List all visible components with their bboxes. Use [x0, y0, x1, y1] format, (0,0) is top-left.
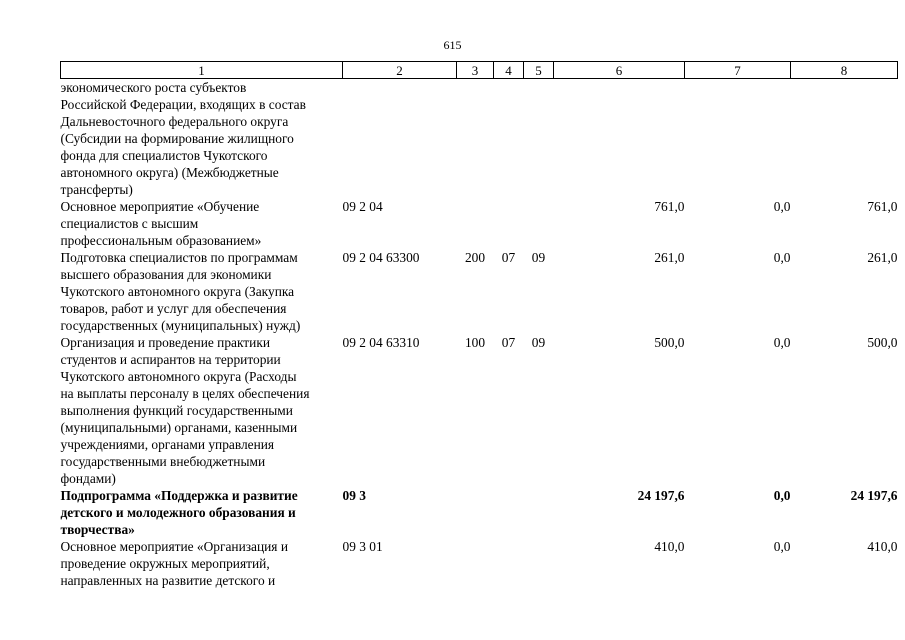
- amount-federal: 0,0: [773, 199, 791, 214]
- description-line: товаров, работ и услуг для обеспечения: [60, 301, 287, 316]
- amount-total: 261,0: [654, 250, 685, 265]
- subsection-code: [524, 198, 554, 249]
- amount-federal: 0,0: [773, 539, 791, 554]
- row-description: [61, 249, 343, 334]
- budget-code: 09 2 04 63300: [342, 250, 420, 265]
- description-line: выполнения функций государственными: [60, 403, 293, 418]
- description-line: трансферты): [60, 182, 133, 197]
- amount-regional: 761,0: [867, 199, 898, 214]
- expense-type: 100: [464, 335, 486, 350]
- budget-code: 09 3 01: [342, 539, 383, 554]
- amount-federal: [685, 79, 791, 199]
- table-row: [61, 198, 898, 249]
- amount-federal: 0,0: [773, 250, 791, 265]
- subsection-code: [524, 538, 554, 589]
- column-header: 1: [61, 62, 343, 79]
- description-line: Чукотского автономного округа (Расходы: [60, 369, 297, 384]
- section-code: [494, 487, 524, 538]
- budget-code: [343, 79, 457, 199]
- description-line: (муниципальными) органами, казенными: [60, 420, 298, 435]
- amount-regional: 24 197,6: [850, 488, 898, 503]
- description-line: высшего образования для экономики: [60, 267, 272, 282]
- description-line: детского и молодежного образования и: [60, 505, 296, 520]
- amount-regional: 500,0: [867, 335, 898, 350]
- description-line: фонда для специалистов Чукотского: [60, 148, 268, 163]
- description-line: студентов и аспирантов на территории: [60, 352, 281, 367]
- expense-type: [457, 198, 494, 249]
- description-line: Основное мероприятие «Обучение: [60, 199, 260, 214]
- description-line: государственных (муниципальных) нужд): [60, 318, 301, 333]
- budget-table: [60, 61, 898, 589]
- description-line: Чукотского автономного округа (Закупка: [60, 284, 295, 299]
- description-line: государственными внебюджетными: [60, 454, 266, 469]
- column-header: 2: [343, 62, 457, 79]
- table-body: [61, 79, 898, 590]
- section-code: [494, 538, 524, 589]
- description-line: экономического роста субъектов: [60, 80, 247, 95]
- subsection-code: [524, 79, 554, 199]
- description-line: Российской Федерации, входящих в состав: [60, 97, 306, 112]
- header-row: [61, 62, 898, 79]
- column-header: 7: [685, 62, 791, 79]
- amount-regional: 261,0: [867, 250, 898, 265]
- budget-code: 09 3: [342, 488, 366, 503]
- description-line: специалистов с высшим: [60, 216, 199, 231]
- amount-regional: [791, 79, 898, 199]
- amount-federal: 0,0: [773, 335, 791, 350]
- table-row: [61, 538, 898, 589]
- section-code: [494, 79, 524, 199]
- page-number: 615: [443, 38, 462, 52]
- section-code: [494, 198, 524, 249]
- budget-code: 09 2 04: [342, 199, 383, 214]
- amount-total: 24 197,6: [637, 488, 685, 503]
- description-line: учреждениями, органами управления: [60, 437, 275, 452]
- section-code: 07: [501, 335, 516, 350]
- description-line: (Субсидии на формирование жилищного: [60, 131, 294, 146]
- amount-total: 500,0: [654, 335, 685, 350]
- budget-code: 09 2 04 63310: [342, 335, 420, 350]
- table-row: [61, 334, 898, 487]
- column-header: 8: [791, 62, 898, 79]
- description-line: направленных на развитие детского и: [60, 573, 276, 588]
- amount-total: 410,0: [654, 539, 685, 554]
- row-description: [61, 198, 343, 249]
- subsection-code: [524, 487, 554, 538]
- column-header: 5: [524, 62, 554, 79]
- description-line: Подготовка специалистов по программам: [60, 250, 298, 265]
- description-line: Организация и проведение практики: [60, 335, 270, 350]
- row-description: [61, 334, 343, 487]
- amount-federal: 0,0: [773, 488, 791, 503]
- description-line: на выплаты персоналу в целях обеспечения: [60, 386, 310, 401]
- description-line: Основное мероприятие «Организация и: [60, 539, 288, 554]
- description-line: Дальневосточного федерального округа: [60, 114, 289, 129]
- column-header: 3: [457, 62, 494, 79]
- subsection-code: 09: [531, 250, 546, 265]
- table-row: [61, 249, 898, 334]
- description-line: фондами): [60, 471, 116, 486]
- column-header: 6: [554, 62, 685, 79]
- table-row: [61, 487, 898, 538]
- row-description: [61, 487, 343, 538]
- description-line: Подпрограмма «Поддержка и развитие: [60, 488, 298, 503]
- subsection-code: 09: [531, 335, 546, 350]
- section-code: 07: [501, 250, 516, 265]
- expense-type: [457, 79, 494, 199]
- description-line: профессиональным образованием»: [60, 233, 262, 248]
- column-header: 4: [494, 62, 524, 79]
- expense-type: [457, 487, 494, 538]
- description-line: проведение окружных мероприятий,: [60, 556, 270, 571]
- expense-type: 200: [464, 250, 486, 265]
- description-line: автономного округа) (Межбюджетные: [60, 165, 279, 180]
- amount-total: [554, 79, 685, 199]
- description-line: творчества»: [60, 522, 135, 537]
- row-description: [61, 538, 343, 589]
- amount-regional: 410,0: [867, 539, 898, 554]
- row-description: [61, 79, 343, 199]
- amount-total: 761,0: [654, 199, 685, 214]
- table-row: [61, 79, 898, 199]
- expense-type: [457, 538, 494, 589]
